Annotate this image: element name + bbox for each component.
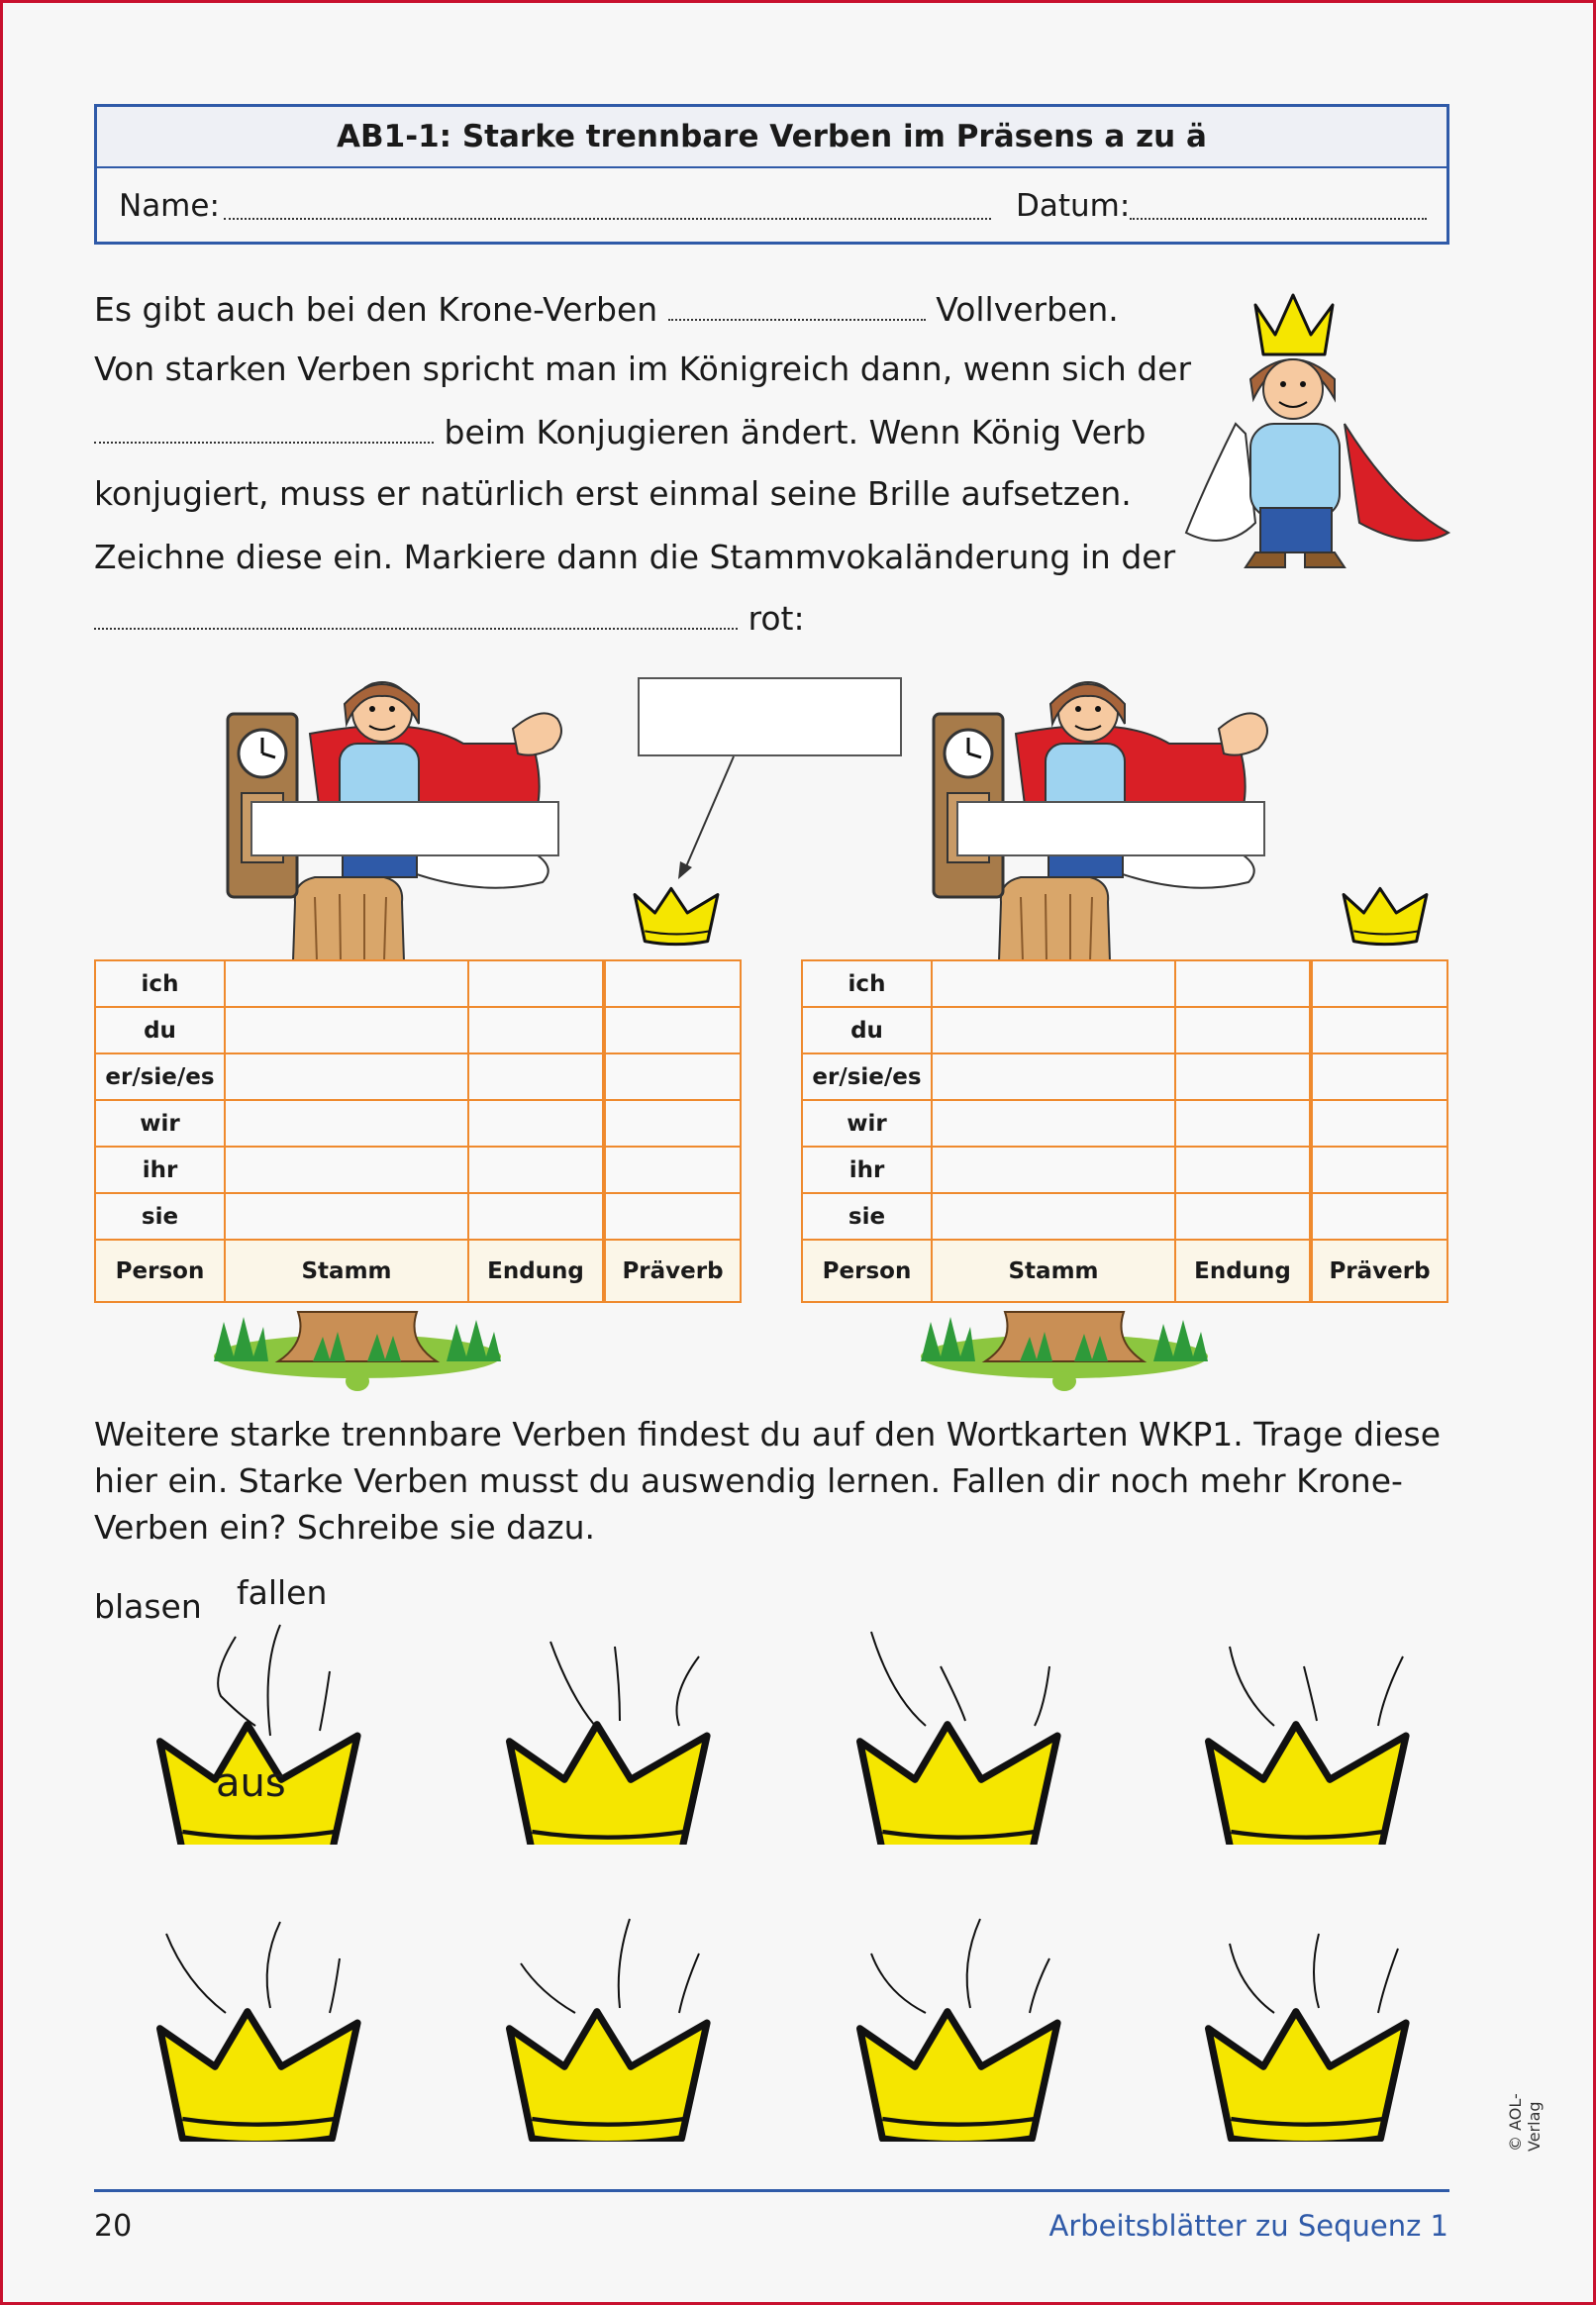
copyright-text: © AOL-Verlag	[1506, 2093, 1544, 2152]
prefix-cell[interactable]	[1311, 1193, 1447, 1240]
header-stem: Stamm	[932, 1240, 1175, 1302]
prefix-cell[interactable]	[604, 960, 741, 1007]
person-cell: sie	[95, 1193, 225, 1240]
header-box	[94, 104, 1449, 245]
crown-8[interactable]	[1200, 1914, 1428, 2142]
crown-4[interactable]	[1200, 1627, 1428, 1845]
intro-line-1	[94, 290, 1119, 330]
table-row	[95, 1193, 741, 1240]
table-row	[802, 1053, 1447, 1100]
person-cell: ihr	[802, 1147, 932, 1193]
task2-line-3: Verben ein? Schreibe sie dazu.	[94, 1508, 596, 1547]
header-prefix: Präverb	[1311, 1240, 1447, 1302]
footer-title: Arbeitsblätter zu Sequenz 1	[1048, 2209, 1448, 2243]
intro-line-1-end: Vollverben.	[936, 290, 1119, 329]
person-cell: er/sie/es	[95, 1053, 225, 1100]
verb-name-box-right[interactable]	[956, 801, 1265, 856]
stem-cell[interactable]	[932, 1007, 1175, 1053]
table-row	[802, 960, 1447, 1007]
ending-cell[interactable]	[468, 1007, 604, 1053]
intro-line-5: Zeichne diese ein. Markiere dann die Stammvokaländerung in der	[94, 538, 1176, 576]
prefix-cell[interactable]	[1311, 1053, 1447, 1100]
worksheet-title: AB1-1: Starke trennbare Verben im Präsens a zu ä	[97, 107, 1446, 168]
intro-line-4: konjugiert, muss er natürlich erst einmal seine Brille aufsetzen.	[94, 474, 1132, 513]
blank-1[interactable]	[668, 291, 926, 321]
intro-line-6-text: rot:	[748, 599, 805, 638]
prefix-cell[interactable]	[604, 1193, 741, 1240]
person-cell: ihr	[95, 1147, 225, 1193]
header-ending: Endung	[1175, 1240, 1311, 1302]
person-cell: er/sie/es	[802, 1053, 932, 1100]
blank-3[interactable]	[94, 600, 738, 630]
crown-5[interactable]	[151, 1914, 379, 2142]
example-verb-2: fallen	[237, 1573, 328, 1612]
person-cell: ich	[802, 960, 932, 1007]
ending-cell[interactable]	[1175, 960, 1311, 1007]
header-person: Person	[95, 1240, 225, 1302]
ending-cell[interactable]	[1175, 1147, 1311, 1193]
prefix-cell[interactable]	[1311, 1147, 1447, 1193]
conjugation-table-left	[94, 959, 742, 1303]
table-row	[802, 1147, 1447, 1193]
date-label: Datum:	[1016, 188, 1131, 224]
table-header-row	[802, 1240, 1447, 1302]
prefix-cell[interactable]	[604, 1100, 741, 1147]
table-header-row	[95, 1240, 741, 1302]
prefix-cell[interactable]	[604, 1007, 741, 1053]
table-row	[95, 960, 741, 1007]
prefix-cell[interactable]	[1311, 1007, 1447, 1053]
ending-cell[interactable]	[468, 960, 604, 1007]
name-field[interactable]	[224, 218, 991, 220]
footer-divider	[94, 2189, 1449, 2192]
stem-cell[interactable]	[932, 1193, 1175, 1240]
intro-line-3	[94, 413, 1146, 452]
date-field[interactable]	[1130, 218, 1427, 220]
person-cell: sie	[802, 1193, 932, 1240]
intro-line-2: Von starken Verben spricht man im Königreich dann, wenn sich der	[94, 350, 1192, 388]
ending-cell[interactable]	[468, 1147, 604, 1193]
stump-roots-left	[209, 1302, 506, 1391]
stem-cell[interactable]	[932, 1100, 1175, 1147]
table-row	[95, 1100, 741, 1147]
ending-cell[interactable]	[1175, 1007, 1311, 1053]
header-person: Person	[802, 1240, 932, 1302]
example-prefix: aus	[216, 1760, 286, 1806]
prefix-cell[interactable]	[604, 1053, 741, 1100]
name-label: Name:	[119, 188, 220, 224]
blank-2[interactable]	[94, 414, 434, 444]
stem-cell[interactable]	[225, 1100, 468, 1147]
small-crown-icon-right	[1340, 882, 1431, 948]
stem-cell[interactable]	[225, 1147, 468, 1193]
ending-cell[interactable]	[468, 1193, 604, 1240]
name-date-row	[97, 168, 1446, 242]
crown-6[interactable]	[501, 1914, 729, 2142]
intro-line-6	[94, 599, 805, 639]
page-number: 20	[94, 2209, 133, 2244]
ending-cell[interactable]	[1175, 1053, 1311, 1100]
crown-3[interactable]	[851, 1627, 1079, 1845]
intro-line-3-text: beim Konjugieren ändert. Wenn König Verb	[444, 413, 1147, 451]
stump-roots-right	[916, 1302, 1213, 1391]
task2-line-2: hier ein. Starke Verben musst du auswendig lernen. Fallen dir noch mehr Krone-	[94, 1461, 1403, 1500]
ending-cell[interactable]	[468, 1053, 604, 1100]
vowel-box[interactable]	[638, 677, 902, 756]
stem-cell[interactable]	[225, 1193, 468, 1240]
small-crown-icon-left	[631, 882, 722, 948]
prefix-cell[interactable]	[604, 1147, 741, 1193]
pointer-arrow	[666, 751, 746, 889]
stem-cell[interactable]	[932, 1147, 1175, 1193]
stem-cell[interactable]	[225, 1007, 468, 1053]
table-row	[95, 1147, 741, 1193]
stem-cell[interactable]	[932, 960, 1175, 1007]
table-row	[802, 1007, 1447, 1053]
person-cell: du	[95, 1007, 225, 1053]
stem-cell[interactable]	[225, 1053, 468, 1100]
prefix-cell[interactable]	[1311, 1100, 1447, 1147]
example-verb-1: blasen	[94, 1587, 202, 1626]
header-prefix: Präverb	[604, 1240, 741, 1302]
table-row	[802, 1193, 1447, 1240]
stem-cell[interactable]	[932, 1053, 1175, 1100]
crown-1[interactable]	[151, 1617, 379, 1845]
header-stem: Stamm	[225, 1240, 468, 1302]
king-illustration	[1166, 285, 1453, 582]
person-cell: wir	[95, 1100, 225, 1147]
person-cell: ich	[95, 960, 225, 1007]
crown-7[interactable]	[851, 1914, 1079, 2142]
prefix-cell[interactable]	[1311, 960, 1447, 1007]
crown-2[interactable]	[501, 1627, 729, 1845]
ending-cell[interactable]	[468, 1100, 604, 1147]
stem-cell[interactable]	[225, 960, 468, 1007]
person-cell: du	[802, 1007, 932, 1053]
ending-cell[interactable]	[1175, 1100, 1311, 1147]
table-row	[802, 1100, 1447, 1147]
verb-name-box-left[interactable]	[250, 801, 559, 856]
task2-line-1: Weitere starke trennbare Verben findest du auf den Wortkarten WKP1. Trage diese	[94, 1415, 1442, 1453]
table-row	[95, 1053, 741, 1100]
intro-line-1-start: Es gibt auch bei den Krone-Verben	[94, 290, 658, 329]
table-row	[95, 1007, 741, 1053]
ending-cell[interactable]	[1175, 1193, 1311, 1240]
conjugation-table-right	[801, 959, 1448, 1303]
person-cell: wir	[802, 1100, 932, 1147]
header-ending: Endung	[468, 1240, 604, 1302]
